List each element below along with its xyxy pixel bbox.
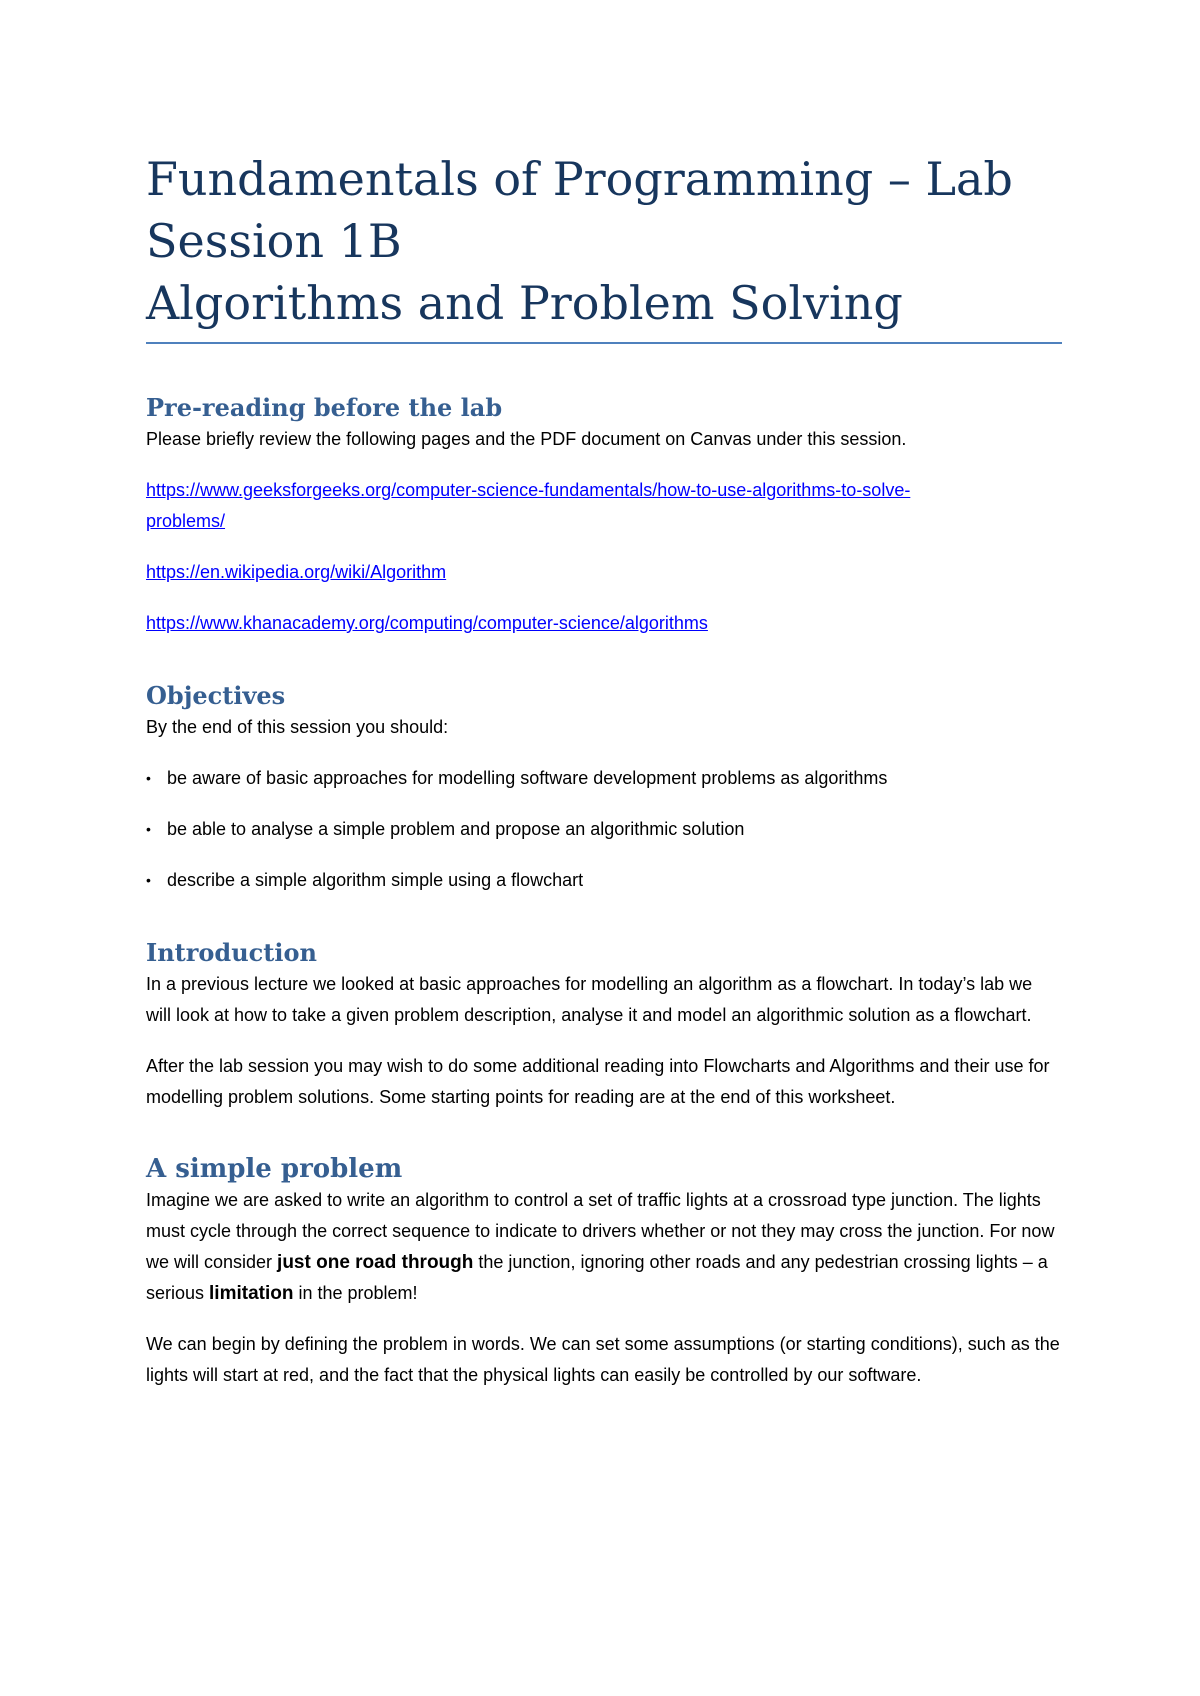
introduction-heading: Introduction bbox=[146, 938, 317, 967]
introduction-paragraph-1: In a previous lecture we looked at basic approaches for modelling an algorithm as a flowchart. In today’s lab we will look at how to take a given problem description, analyse it and model an algorithmic solution as a flowchart. bbox=[146, 974, 1033, 1025]
problem-text-b: the junction, ignoring other roads and any pedestrian crossing lights – a serious bbox=[146, 1252, 1048, 1303]
list-item bbox=[146, 814, 1062, 845]
link-khanacademy[interactable]: https://www.khanacademy.org/computing/computer-science/algorithms bbox=[146, 613, 708, 633]
list-item bbox=[146, 865, 1062, 896]
prereading-heading: Pre-reading before the lab bbox=[146, 393, 503, 422]
list-item bbox=[146, 763, 1062, 794]
objective-text: describe a simple algorithm simple using a flowchart bbox=[167, 870, 584, 890]
objective-text: be able to analyse a simple problem and propose an algorithmic solution bbox=[167, 819, 745, 839]
problem-text-a: Imagine we are asked to write an algorithm to control a set of traffic lights at a crossroad type junction. The lights must cycle through the correct sequence to indicate to drivers whether or not they may cross the junction. For now we will consider bbox=[146, 1190, 1055, 1272]
problem-emphasis-road: just one road through bbox=[277, 1252, 474, 1273]
objectives-heading: Objectives bbox=[146, 681, 286, 710]
title-underline bbox=[146, 342, 1062, 344]
objectives-list bbox=[146, 763, 1062, 896]
bullet-icon: • bbox=[146, 770, 151, 786]
introduction-paragraph-2: After the lab session you may wish to do some additional reading into Flowcharts and Algorithms and their use for modelling problem solutions. Some starting points for reading are at the end of this worksheet. bbox=[146, 1056, 1050, 1107]
title-line-2: Session 1B bbox=[146, 214, 402, 268]
link-wikipedia-row bbox=[146, 557, 1062, 588]
link-wikipedia[interactable]: https://en.wikipedia.org/wiki/Algorithm bbox=[146, 562, 447, 582]
objectives-intro: By the end of this session you should: bbox=[146, 717, 449, 737]
simple-problem-paragraph-1 bbox=[146, 1185, 1062, 1309]
simple-problem-paragraph-2: We can begin by defining the problem in words. We can set some assumptions (or starting conditions), such as the lights will start at red, and the fact that the physical lights can easily be controlled by our software. bbox=[146, 1334, 1060, 1385]
document-body bbox=[146, 148, 1062, 1391]
simple-problem-heading: A simple problem bbox=[146, 1154, 403, 1184]
link-geeksforgeeks[interactable] bbox=[146, 475, 1062, 537]
problem-text-c: in the problem! bbox=[293, 1283, 418, 1303]
link-geeksforgeeks-line-2[interactable]: problems/ bbox=[146, 511, 226, 531]
link-khanacademy-row bbox=[146, 608, 1062, 639]
prereading-intro: Please briefly review the following pages and the PDF document on Canvas under this session. bbox=[146, 429, 907, 449]
title-line-3: Algorithms and Problem Solving bbox=[146, 276, 903, 330]
document-title bbox=[146, 148, 1062, 334]
link-geeksforgeeks-line-1[interactable]: https://www.geeksforgeeks.org/computer-science-fundamentals/how-to-use-algorithms-to-solve- bbox=[146, 480, 911, 500]
bullet-icon: • bbox=[146, 821, 151, 837]
objective-text: be aware of basic approaches for modelling software development problems as algorithms bbox=[167, 768, 888, 788]
bullet-icon: • bbox=[146, 872, 151, 888]
problem-emphasis-limitation: limitation bbox=[209, 1283, 294, 1304]
title-line-1: Fundamentals of Programming – Lab bbox=[146, 152, 1013, 206]
